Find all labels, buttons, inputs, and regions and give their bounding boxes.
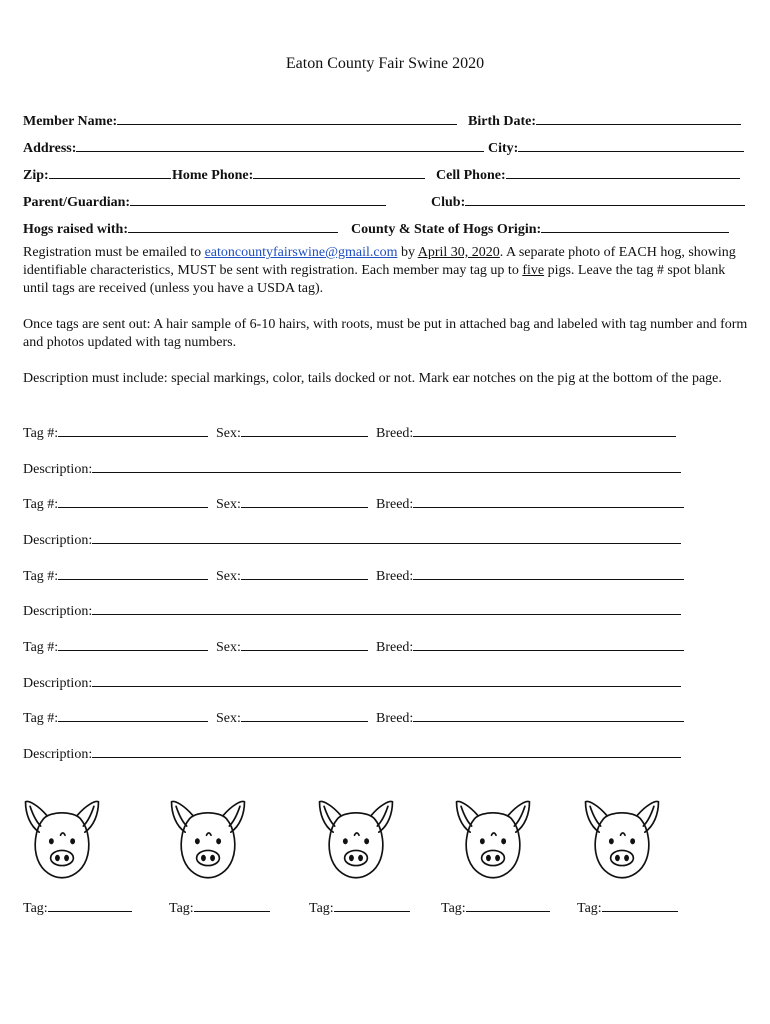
sex-label: Sex: xyxy=(216,426,241,441)
description-row xyxy=(23,601,681,620)
sex-field[interactable] xyxy=(241,637,368,651)
pig-tag-field[interactable] xyxy=(48,898,132,912)
birth-date-field[interactable] xyxy=(536,111,741,125)
breed-row xyxy=(376,637,684,656)
description-label: Description: xyxy=(23,533,93,548)
sex-row xyxy=(216,494,368,513)
breed-label: Breed: xyxy=(376,497,414,512)
sex-field[interactable] xyxy=(241,423,368,437)
pig-tag-field[interactable] xyxy=(334,898,410,912)
tag-number-field[interactable] xyxy=(58,708,208,722)
email-link[interactable]: eatoncountyfairswine@gmail.com xyxy=(204,245,398,260)
description-row xyxy=(23,459,681,478)
pig-face-icon[interactable] xyxy=(24,794,100,884)
sex-row xyxy=(216,708,368,727)
breed-field[interactable] xyxy=(413,637,684,651)
tag-number-row xyxy=(23,494,208,513)
registration-text: . A separate photo of EACH hog, showing identifiable characteristics, MUST be sent with registration. Each member may tag up to xyxy=(23,245,736,278)
tag-number-field[interactable] xyxy=(58,566,208,580)
member-name-field[interactable] xyxy=(117,111,457,125)
parent-guardian-row xyxy=(23,192,386,211)
tag-number-row xyxy=(23,566,208,585)
pig-tag-row xyxy=(309,898,410,917)
tag-number-field[interactable] xyxy=(58,494,208,508)
hogs-raised-label: Hogs raised with: xyxy=(23,222,128,237)
pig-tag-field[interactable] xyxy=(602,898,678,912)
tag-number-label: Tag #: xyxy=(23,497,59,512)
sex-field[interactable] xyxy=(241,566,368,580)
cell-phone-row xyxy=(436,165,740,184)
city-label: City: xyxy=(488,141,519,156)
tag-number-row xyxy=(23,708,208,727)
address-label: Address: xyxy=(23,141,77,156)
hogs-raised-field[interactable] xyxy=(128,219,338,233)
breed-label: Breed: xyxy=(376,711,414,726)
pig-face-icon[interactable] xyxy=(584,794,660,884)
pig-tag-row xyxy=(169,898,270,917)
zip-field[interactable] xyxy=(49,165,171,179)
tag-number-field[interactable] xyxy=(58,637,208,651)
pig-tag-label: Tag: xyxy=(23,901,48,916)
birth-date-row xyxy=(468,111,741,130)
page-title: Eaton County Fair Swine 2020 xyxy=(285,55,485,72)
breed-field[interactable] xyxy=(413,494,684,508)
description-field[interactable] xyxy=(92,601,681,615)
pig-tag-row xyxy=(23,898,132,917)
member-name-row xyxy=(23,111,457,130)
pig-tag-label: Tag: xyxy=(169,901,194,916)
breed-field[interactable] xyxy=(413,423,676,437)
tag-number-label: Tag #: xyxy=(23,569,59,584)
description-field[interactable] xyxy=(92,673,681,687)
city-field[interactable] xyxy=(518,138,744,152)
zip-label: Zip: xyxy=(23,168,49,183)
tag-number-label: Tag #: xyxy=(23,426,59,441)
hair-sample-paragraph: Once tags are sent out: A hair sample of 6-10 hairs, with roots, must be put in attached bag and labeled with tag number and form and photos updated with tag numbers. xyxy=(23,317,748,350)
sex-field[interactable] xyxy=(241,708,368,722)
club-label: Club: xyxy=(431,195,466,210)
city-row xyxy=(488,138,744,157)
sex-label: Sex: xyxy=(216,569,241,584)
zip-row xyxy=(23,165,171,184)
club-field[interactable] xyxy=(465,192,745,206)
sex-field[interactable] xyxy=(241,494,368,508)
pig-tag-row xyxy=(577,898,678,917)
address-row xyxy=(23,138,484,157)
description-row xyxy=(23,530,681,549)
pig-tag-label: Tag: xyxy=(309,901,334,916)
description-label: Description: xyxy=(23,747,93,762)
home-phone-label: Home Phone: xyxy=(172,168,254,183)
description-field[interactable] xyxy=(92,744,681,758)
breed-label: Breed: xyxy=(376,426,414,441)
club-row xyxy=(431,192,745,211)
description-label: Description: xyxy=(23,676,93,691)
hogs-raised-row xyxy=(23,219,338,238)
registration-paragraph xyxy=(23,244,750,298)
tag-limit: five xyxy=(522,263,545,278)
pig-face-icon[interactable] xyxy=(318,794,394,884)
origin-field[interactable] xyxy=(541,219,729,233)
birth-date-label: Birth Date: xyxy=(468,114,537,129)
pig-tag-label: Tag: xyxy=(577,901,602,916)
cell-phone-field[interactable] xyxy=(506,165,740,179)
tag-number-label: Tag #: xyxy=(23,640,59,655)
pig-face-icon[interactable] xyxy=(455,794,531,884)
cell-phone-label: Cell Phone: xyxy=(436,168,506,183)
sex-row xyxy=(216,637,368,656)
registration-text: by xyxy=(397,245,418,260)
pig-tag-field[interactable] xyxy=(194,898,270,912)
sex-row xyxy=(216,566,368,585)
description-field[interactable] xyxy=(92,530,681,544)
deadline-date: April 30, 2020 xyxy=(417,245,500,260)
member-name-label: Member Name: xyxy=(23,114,118,129)
origin-row xyxy=(351,219,729,238)
breed-row xyxy=(376,708,684,727)
pig-tag-label: Tag: xyxy=(441,901,466,916)
sex-label: Sex: xyxy=(216,711,241,726)
sex-label: Sex: xyxy=(216,640,241,655)
home-phone-row xyxy=(172,165,425,184)
description-row xyxy=(23,673,681,692)
description-label: Description: xyxy=(23,462,93,477)
description-instructions: Description must include: special markings, color, tails docked or not. Mark ear notches on the pig at the bottom of the page. xyxy=(23,371,722,386)
description-field[interactable] xyxy=(92,459,681,473)
home-phone-field[interactable] xyxy=(253,165,425,179)
breed-label: Breed: xyxy=(376,640,414,655)
tag-number-row xyxy=(23,423,208,442)
description-label: Description: xyxy=(23,604,93,619)
tag-number-label: Tag #: xyxy=(23,711,59,726)
breed-field[interactable] xyxy=(413,566,684,580)
parent-guardian-field[interactable] xyxy=(130,192,386,206)
breed-row xyxy=(376,566,684,585)
pig-tag-row xyxy=(441,898,550,917)
breed-label: Breed: xyxy=(376,569,414,584)
sex-row xyxy=(216,423,368,442)
tag-number-row xyxy=(23,637,208,656)
tag-number-field[interactable] xyxy=(58,423,208,437)
registration-text: Registration must be emailed to xyxy=(23,245,205,260)
address-field[interactable] xyxy=(76,138,484,152)
origin-label: County & State of Hogs Origin: xyxy=(351,222,542,237)
description-row xyxy=(23,744,681,763)
pig-tag-field[interactable] xyxy=(466,898,550,912)
parent-guardian-label: Parent/Guardian: xyxy=(23,195,131,210)
pig-face-icon[interactable] xyxy=(170,794,246,884)
sex-label: Sex: xyxy=(216,497,241,512)
registration-text: pigs. Leave the tag # spot blank until tags are received (unless you have a USDA tag). xyxy=(23,263,726,296)
breed-row xyxy=(376,494,684,513)
breed-field[interactable] xyxy=(413,708,684,722)
breed-row xyxy=(376,423,676,442)
